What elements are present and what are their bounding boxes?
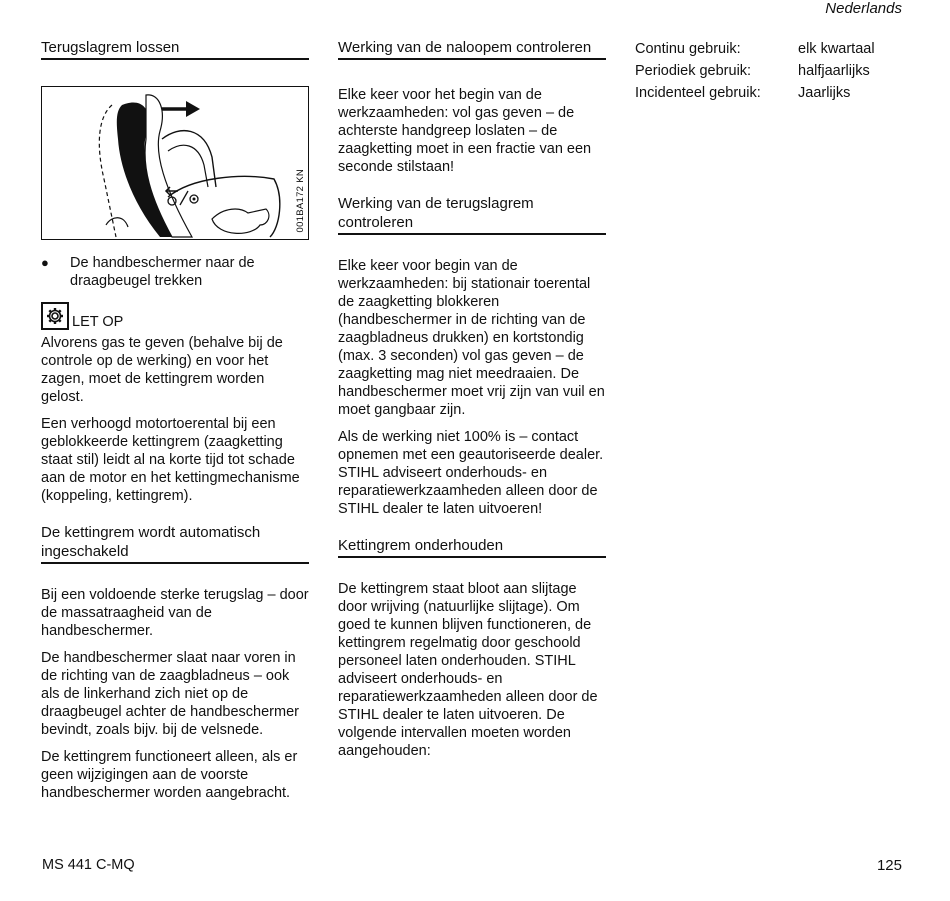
notice-label: LET OP bbox=[72, 314, 124, 330]
column-right bbox=[635, 38, 905, 104]
footer-model: MS 441 C-MQ bbox=[42, 857, 135, 873]
bullet-item bbox=[41, 254, 309, 290]
heading-kettingrem-automatisch: De kettingrem wordt automatisch ingeschakeld bbox=[41, 523, 309, 564]
heading-terugslagrem-lossen: Terugslagrem lossen bbox=[41, 38, 309, 60]
paragraph: De handbeschermer slaat naar voren in de richting van de zaagbladneus – ook als de linkerhand zich niet op de draagbeugel achter de handbeschermer bevindt, zoals bijv. bij de velsnede. bbox=[41, 650, 299, 738]
paragraph: Een verhoogd motortoerental bij een geblokkeerde kettingrem (zaagketting staat stil) leidt al na korte tijd tot schade aan de motor en het kettingmechanisme (koppeling, kettingrem). bbox=[41, 416, 300, 504]
column-middle bbox=[338, 38, 606, 769]
heading-werking-terugslagrem: Werking van de terugslagrem controleren bbox=[338, 194, 606, 235]
header-language: Nederlands bbox=[825, 0, 902, 17]
page-number: 125 bbox=[876, 857, 902, 874]
paragraph: Elke keer voor het begin van de werkzaamheden: vol gas geven – de achterste handgreep loslaten – de zaagketting moet in een fractie van een seconde stilstaan! bbox=[338, 87, 592, 175]
column-left bbox=[41, 38, 309, 811]
bullet-icon: ● bbox=[41, 255, 49, 270]
paragraph: De kettingrem functioneert alleen, als er geen wijzigingen aan de voorste handbeschermer worden aangebracht. bbox=[41, 749, 298, 801]
interval-row bbox=[635, 38, 905, 60]
bullet-text: De handbeschermer naar de draagbeugel trekken bbox=[70, 255, 255, 289]
paragraph: Elke keer voor begin van de werkzaamheden: bij stationair toerental de zaagketting blokkeren (handbeschermer in de richting van de zaagbladneus drukken) en kortstondig (max. 3 seconden) vol gas geven – de zaagketting mag niet meedraaien. De handbeschermer moet vrij zijn van vuil en moet gangbaar zijn. bbox=[338, 258, 605, 418]
paragraph: Alvorens gas te geven (behalve bij de controle op de werking) en voor het zagen, moet de kettingrem worden gelost. bbox=[41, 335, 283, 405]
paragraph: Als de werking niet 100% is – contact opnemen met een geautoriseerde dealer. STIHL adviseert onderhouds- en reparatiewerkzaamheden alleen door de STIHL dealer te laten uitvoeren! bbox=[338, 429, 604, 517]
interval-label: Periodiek gebruik: bbox=[635, 63, 752, 79]
handguard-drawing bbox=[42, 87, 308, 239]
gear-notice-icon bbox=[41, 302, 69, 330]
paragraph: Bij een voldoende sterke terugslag – door de massatraagheid van de handbeschermer. bbox=[41, 587, 309, 639]
interval-value: Jaarlijks bbox=[798, 85, 851, 101]
interval-label: Incidenteel gebruik: bbox=[635, 85, 761, 101]
figure-code: 001BA172 KN bbox=[295, 169, 306, 233]
heading-kettingrem-onderhouden: Kettingrem onderhouden bbox=[338, 536, 606, 558]
interval-label: Continu gebruik: bbox=[635, 41, 741, 57]
notice bbox=[41, 302, 309, 330]
interval-row bbox=[635, 60, 905, 82]
chainsaw-handguard-illustration bbox=[41, 86, 309, 240]
interval-row bbox=[635, 82, 905, 104]
interval-value: elk kwartaal bbox=[798, 41, 875, 57]
paragraph: De kettingrem staat bloot aan slijtage door wrijving (natuurlijke slijtage). Om goed te kunnen blijven functioneren, de kettingrem regelmatig door geschoold personeel laten onderhouden. STIHL adviseert onderhouds- en reparatiewerkzaamheden alleen door de STIHL dealer te laten uitvoeren. De volgende intervallen moeten worden aangehouden: bbox=[338, 581, 598, 759]
interval-value: halfjaarlijks bbox=[798, 63, 870, 79]
heading-werking-naloopem: Werking van de naloopem controleren bbox=[338, 38, 606, 60]
